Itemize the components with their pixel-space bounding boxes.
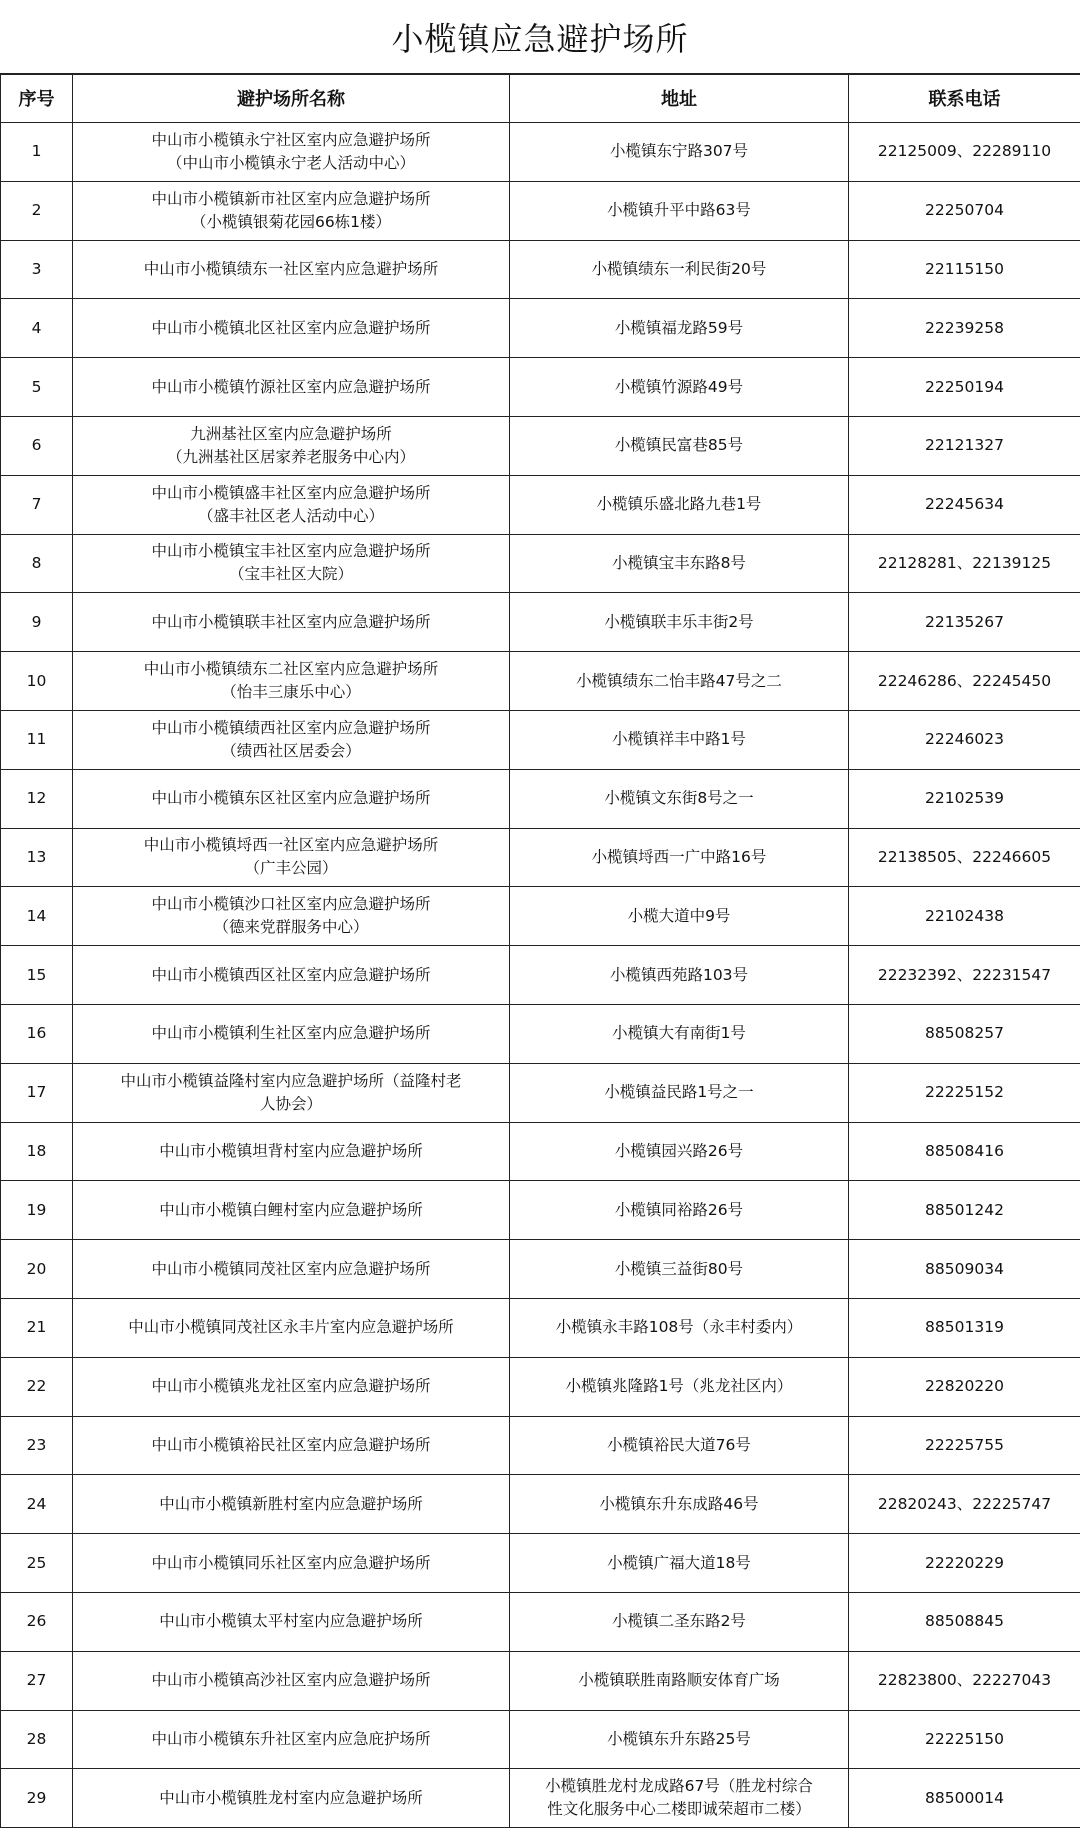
table-row: [1, 1298, 1080, 1357]
phone-cell: 22246023: [849, 710, 1080, 769]
address-line: 小榄镇联胜南路顺安体育广场: [578, 1671, 780, 1690]
phone-cell: 22128281、22139125: [849, 534, 1080, 593]
address-line: 小榄镇联丰乐丰街2号: [604, 612, 754, 631]
phone-cell: 22138505、22246605: [849, 828, 1080, 887]
shelter-name-line: 中山市小榄镇新胜村室内应急避护场所: [159, 1494, 423, 1513]
phone-cell: 88509034: [849, 1240, 1080, 1299]
table-row: [1, 123, 1080, 182]
shelter-name-line: 九洲基社区室内应急避护场所: [190, 424, 392, 443]
shelter-name-line: 中山市小榄镇联丰社区室内应急避护场所: [151, 612, 431, 631]
row-number: 16: [1, 1004, 73, 1063]
shelter-name-line: 中山市小榄镇宝丰社区室内应急避护场所: [151, 542, 431, 561]
phone-cell: 22239258: [849, 299, 1080, 358]
table-row: [1, 1710, 1080, 1769]
address-line: 小榄镇竹源路49号: [614, 377, 744, 396]
shelter-name-cell: [73, 887, 510, 946]
table-row: [1, 828, 1080, 887]
shelter-name-line: 中山市小榄镇高沙社区室内应急避护场所: [151, 1671, 431, 1690]
shelter-name-line: 中山市小榄镇利生社区室内应急避护场所: [151, 1024, 431, 1043]
phone-cell: 22102438: [849, 887, 1080, 946]
table-row: [1, 1769, 1080, 1828]
table-row: [1, 710, 1080, 769]
shelter-name-line: （九洲基社区居家养老服务中心内）: [166, 447, 415, 466]
address-cell: [510, 652, 849, 711]
phone-cell: 22115150: [849, 240, 1080, 299]
phone-cell: 88508257: [849, 1004, 1080, 1063]
shelter-name-line: 人协会）: [259, 1094, 322, 1113]
shelter-name-line: 中山市小榄镇绩东一社区室内应急避护场所: [143, 259, 439, 278]
row-number: 20: [1, 1240, 73, 1299]
row-number: 12: [1, 769, 73, 828]
row-number: 2: [1, 181, 73, 240]
shelter-name-line: （中山市小榄镇永宁老人活动中心）: [166, 153, 415, 172]
address-cell: [510, 181, 849, 240]
address-line: 小榄镇东宁路307号: [609, 142, 749, 161]
address-cell: [510, 534, 849, 593]
shelter-name-cell: [73, 1004, 510, 1063]
row-number: 27: [1, 1651, 73, 1710]
row-number: 1: [1, 123, 73, 182]
address-cell: [510, 769, 849, 828]
phone-cell: 22225755: [849, 1416, 1080, 1475]
table-row: [1, 181, 1080, 240]
address-cell: [510, 593, 849, 652]
row-number: 5: [1, 358, 73, 417]
address-cell: [510, 1122, 849, 1181]
address-cell: [510, 1181, 849, 1240]
shelter-name-line: 中山市小榄镇胜龙村室内应急避护场所: [159, 1788, 423, 1807]
address-cell: [510, 1240, 849, 1299]
phone-cell: 22135267: [849, 593, 1080, 652]
address-line: 小榄镇绩东二怡丰路47号之二: [576, 671, 782, 690]
table-row: [1, 240, 1080, 299]
row-number: 8: [1, 534, 73, 593]
table-row: [1, 593, 1080, 652]
table-header-row: [1, 74, 1080, 123]
row-number: 10: [1, 652, 73, 711]
address-line: 小榄镇二圣东路2号: [612, 1612, 746, 1631]
table-row: [1, 1240, 1080, 1299]
address-line: 小榄镇文东街8号之一: [604, 789, 754, 808]
address-cell: [510, 1063, 849, 1122]
address-cell: [510, 1651, 849, 1710]
row-number: 21: [1, 1298, 73, 1357]
shelter-name-line: 中山市小榄镇同茂社区永丰片室内应急避护场所: [128, 1318, 454, 1337]
column-header-address: 地址: [510, 74, 849, 123]
address-cell: [510, 475, 849, 534]
table-row: [1, 1534, 1080, 1593]
phone-cell: 22232392、22231547: [849, 946, 1080, 1005]
shelter-name-cell: [73, 1298, 510, 1357]
shelter-name-cell: [73, 946, 510, 1005]
row-number: 15: [1, 946, 73, 1005]
shelter-name-line: （盛丰社区老人活动中心）: [197, 506, 384, 525]
address-line: 小榄镇民富巷85号: [614, 436, 744, 455]
table-row: [1, 1357, 1080, 1416]
row-number: 6: [1, 416, 73, 475]
shelter-name-cell: [73, 1769, 510, 1828]
shelter-name-line: 中山市小榄镇太平村室内应急避护场所: [159, 1612, 423, 1631]
address-cell: [510, 828, 849, 887]
phone-cell: 22250194: [849, 358, 1080, 417]
phone-cell: 88508845: [849, 1592, 1080, 1651]
shelter-name-cell: [73, 181, 510, 240]
shelter-name-line: 中山市小榄镇裕民社区室内应急避护场所: [151, 1435, 431, 1454]
table-row: [1, 652, 1080, 711]
table-row: [1, 416, 1080, 475]
table-row: [1, 299, 1080, 358]
address-line: 小榄大道中9号: [627, 906, 731, 925]
row-number: 18: [1, 1122, 73, 1181]
shelter-name-line: （绩西社区居委会）: [221, 741, 361, 760]
phone-cell: 22245634: [849, 475, 1080, 534]
row-number: 19: [1, 1181, 73, 1240]
shelter-name-cell: [73, 1122, 510, 1181]
address-line: 小榄镇裕民大道76号: [607, 1435, 751, 1454]
row-number: 24: [1, 1475, 73, 1534]
shelter-name-cell: [73, 299, 510, 358]
row-number: 22: [1, 1357, 73, 1416]
shelter-name-cell: [73, 593, 510, 652]
shelter-name-line: 中山市小榄镇同乐社区室内应急避护场所: [151, 1553, 431, 1572]
address-line: 小榄镇西苑路103号: [609, 965, 749, 984]
phone-cell: 22125009、22289110: [849, 123, 1080, 182]
shelter-name-cell: [73, 828, 510, 887]
address-line: 小榄镇三益街80号: [614, 1259, 744, 1278]
address-line: 小榄镇园兴路26号: [614, 1141, 744, 1160]
address-line: 小榄镇大有南街1号: [612, 1024, 746, 1043]
address-line: 小榄镇埒西一广中路16号: [591, 847, 767, 866]
shelter-name-line: 中山市小榄镇兆龙社区室内应急避护场所: [151, 1377, 431, 1396]
row-number: 14: [1, 887, 73, 946]
table-row: [1, 1651, 1080, 1710]
table-row: [1, 358, 1080, 417]
phone-cell: 22246286、22245450: [849, 652, 1080, 711]
address-line: 小榄镇东升东路25号: [607, 1729, 751, 1748]
shelter-name-cell: [73, 1181, 510, 1240]
address-cell: [510, 1592, 849, 1651]
shelter-name-cell: [73, 769, 510, 828]
column-header-phone: 联系电话: [849, 74, 1080, 123]
shelter-name-cell: [73, 1651, 510, 1710]
shelter-name-cell: [73, 475, 510, 534]
table-row: [1, 1592, 1080, 1651]
row-number: 3: [1, 240, 73, 299]
column-header-number: 序号: [1, 74, 73, 123]
shelter-name-cell: [73, 1475, 510, 1534]
address-cell: [510, 1004, 849, 1063]
shelter-name-cell: [73, 710, 510, 769]
address-cell: [510, 1534, 849, 1593]
shelter-name-cell: [73, 1592, 510, 1651]
table-row: [1, 534, 1080, 593]
phone-cell: 22250704: [849, 181, 1080, 240]
address-line: 小榄镇兆隆路1号（兆龙社区内）: [565, 1377, 793, 1396]
phone-cell: 22121327: [849, 416, 1080, 475]
address-line: 小榄镇宝丰东路8号: [612, 553, 746, 572]
page-title: 小榄镇应急避护场所: [0, 0, 1080, 75]
address-cell: [510, 1475, 849, 1534]
shelter-name-line: 中山市小榄镇白鲤村室内应急避护场所: [159, 1200, 423, 1219]
row-number: 4: [1, 299, 73, 358]
table-row: [1, 1004, 1080, 1063]
phone-cell: 22823800、22227043: [849, 1651, 1080, 1710]
row-number: 13: [1, 828, 73, 887]
shelter-name-line: 中山市小榄镇益隆村室内应急避护场所（益隆村老: [120, 1071, 462, 1090]
phone-cell: 88501319: [849, 1298, 1080, 1357]
address-line: 小榄镇东升东成路46号: [599, 1494, 759, 1513]
shelter-name-line: 中山市小榄镇盛丰社区室内应急避护场所: [151, 483, 431, 502]
table-body: [1, 123, 1080, 1828]
address-cell: [510, 887, 849, 946]
row-number: 25: [1, 1534, 73, 1593]
phone-cell: 88508416: [849, 1122, 1080, 1181]
shelter-name-line: 中山市小榄镇东区社区室内应急避护场所: [151, 789, 431, 808]
table-row: [1, 946, 1080, 1005]
address-line: 小榄镇祥丰中路1号: [612, 730, 746, 749]
shelter-name-line: 中山市小榄镇沙口社区室内应急避护场所: [151, 895, 431, 914]
shelter-name-line: 中山市小榄镇绩西社区室内应急避护场所: [151, 718, 431, 737]
phone-cell: 22220229: [849, 1534, 1080, 1593]
row-number: 11: [1, 710, 73, 769]
shelter-name-cell: [73, 240, 510, 299]
table-row: [1, 1416, 1080, 1475]
address-line: 小榄镇升平中路63号: [607, 201, 751, 220]
address-line: 小榄镇永丰路108号（永丰村委内）: [555, 1318, 803, 1337]
address-line: 性文化服务中心二楼即诚荣超市二楼）: [547, 1800, 811, 1819]
row-number: 7: [1, 475, 73, 534]
address-cell: [510, 710, 849, 769]
phone-cell: 88500014: [849, 1769, 1080, 1828]
address-line: 小榄镇乐盛北路九巷1号: [596, 495, 762, 514]
shelter-name-line: 中山市小榄镇埒西一社区室内应急避护场所: [143, 836, 439, 855]
shelter-name-cell: [73, 358, 510, 417]
shelter-name-line: 中山市小榄镇竹源社区室内应急避护场所: [151, 377, 431, 396]
address-line: 小榄镇广福大道18号: [607, 1553, 751, 1572]
address-cell: [510, 123, 849, 182]
shelter-name-line: （广丰公园）: [244, 859, 338, 878]
address-cell: [510, 1298, 849, 1357]
shelter-name-line: （小榄镇银菊花园66栋1楼）: [190, 212, 392, 231]
shelter-table: [0, 73, 1080, 1828]
address-line: 小榄镇胜龙村龙成路67号（胜龙村综合: [545, 1777, 813, 1796]
phone-cell: 22820243、22225747: [849, 1475, 1080, 1534]
address-cell: [510, 358, 849, 417]
shelter-name-cell: [73, 1416, 510, 1475]
phone-cell: 88501242: [849, 1181, 1080, 1240]
shelter-name-cell: [73, 1240, 510, 1299]
address-cell: [510, 1710, 849, 1769]
table-row: [1, 1063, 1080, 1122]
address-line: 小榄镇福龙路59号: [614, 318, 744, 337]
shelter-name-line: 中山市小榄镇绩东二社区室内应急避护场所: [143, 660, 439, 679]
shelter-name-line: （宝丰社区大院）: [228, 565, 353, 584]
address-cell: [510, 1416, 849, 1475]
phone-cell: 22225152: [849, 1063, 1080, 1122]
phone-cell: 22225150: [849, 1710, 1080, 1769]
address-line: 小榄镇益民路1号之一: [604, 1083, 754, 1102]
row-number: 17: [1, 1063, 73, 1122]
shelter-name-line: （德来党群服务中心）: [213, 918, 369, 937]
shelter-name-cell: [73, 123, 510, 182]
table-row: [1, 887, 1080, 946]
shelter-name-cell: [73, 534, 510, 593]
address-cell: [510, 1769, 849, 1828]
table-row: [1, 1475, 1080, 1534]
shelter-name-line: 中山市小榄镇同茂社区室内应急避护场所: [151, 1259, 431, 1278]
shelter-name-cell: [73, 1534, 510, 1593]
shelter-name-cell: [73, 1710, 510, 1769]
address-cell: [510, 1357, 849, 1416]
phone-cell: 22102539: [849, 769, 1080, 828]
address-cell: [510, 299, 849, 358]
phone-cell: 22820220: [849, 1357, 1080, 1416]
table-row: [1, 769, 1080, 828]
shelter-name-line: 中山市小榄镇西区社区室内应急避护场所: [151, 965, 431, 984]
shelter-name-cell: [73, 416, 510, 475]
row-number: 26: [1, 1592, 73, 1651]
address-line: 小榄镇同裕路26号: [614, 1200, 744, 1219]
row-number: 9: [1, 593, 73, 652]
table-row: [1, 1122, 1080, 1181]
table-row: [1, 1181, 1080, 1240]
table-row: [1, 475, 1080, 534]
row-number: 28: [1, 1710, 73, 1769]
address-cell: [510, 240, 849, 299]
shelter-name-cell: [73, 1063, 510, 1122]
row-number: 23: [1, 1416, 73, 1475]
address-line: 小榄镇绩东一利民街20号: [591, 259, 767, 278]
column-header-name: 避护场所名称: [73, 74, 510, 123]
shelter-name-line: 中山市小榄镇新市社区室内应急避护场所: [151, 189, 431, 208]
shelter-name-line: 中山市小榄镇坦背村室内应急避护场所: [159, 1141, 423, 1160]
address-cell: [510, 416, 849, 475]
shelter-name-line: 中山市小榄镇东升社区室内应急庇护场所: [151, 1729, 431, 1748]
shelter-name-line: （怡丰三康乐中心）: [221, 683, 361, 702]
shelter-name-cell: [73, 652, 510, 711]
shelter-name-line: 中山市小榄镇北区社区室内应急避护场所: [151, 318, 431, 337]
shelter-name-line: 中山市小榄镇永宁社区室内应急避护场所: [151, 130, 431, 149]
shelter-name-cell: [73, 1357, 510, 1416]
row-number: 29: [1, 1769, 73, 1828]
address-cell: [510, 946, 849, 1005]
